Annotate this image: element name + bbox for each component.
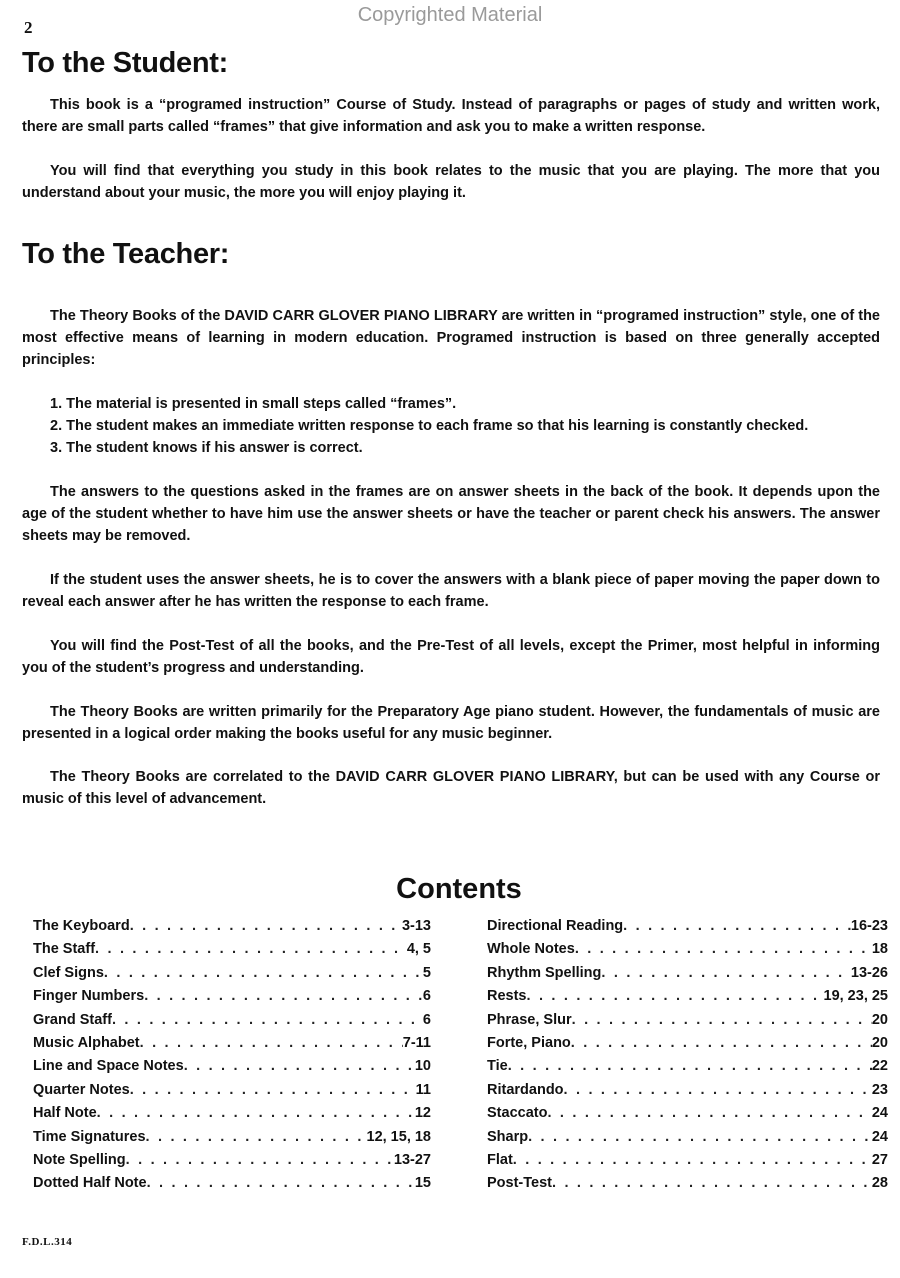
toc-topic: Line and Space Notes bbox=[33, 1058, 184, 1075]
contents-right-column bbox=[487, 918, 888, 1199]
toc-topic: Rests bbox=[487, 988, 527, 1005]
toc-pages: 6 bbox=[422, 1011, 431, 1028]
toc-entry bbox=[33, 1105, 431, 1128]
principles-list bbox=[50, 393, 880, 459]
student-paragraph-2: You will find that everything you study in this book relates to the music that you are playing. The more that you understand about your music, the more you will enjoy playing it. bbox=[22, 163, 880, 201]
toc-pages: 24 bbox=[871, 1128, 888, 1145]
toc-entry bbox=[487, 965, 888, 988]
teacher-paragraph-post-test: You will find the Post-Test of all the books, and the Pre-Test of all levels, except the Primer, most helpful in informing you of the student’s progress and understanding. bbox=[22, 638, 880, 676]
principle-item: 1. The material is presented in small steps called “frames”. bbox=[50, 396, 457, 412]
teacher-paragraph-audience: The Theory Books are written primarily for the Preparatory Age piano student. However, the fundamentals of music are presented in a logical order making the books useful for any music beginner. bbox=[22, 704, 880, 742]
toc-topic: Rhythm Spelling bbox=[487, 964, 602, 981]
toc-leader bbox=[601, 965, 851, 981]
teacher-heading: To the Teacher: bbox=[22, 238, 230, 270]
toc-leader bbox=[130, 1082, 416, 1098]
toc-entry bbox=[33, 988, 431, 1011]
toc-leader bbox=[528, 1129, 872, 1145]
toc-topic: The Staff bbox=[33, 941, 96, 958]
teacher-paragraph-answer-sheets: If the student uses the answer sheets, he is to cover the answers with a blank piece of paper moving the paper down to reveal each answer after he has written the response to each frame. bbox=[22, 572, 880, 610]
toc-leader bbox=[144, 988, 423, 1004]
toc-topic: Quarter Notes bbox=[33, 1081, 130, 1098]
toc-pages: 3-13 bbox=[401, 918, 431, 934]
toc-topic: Ritardando bbox=[487, 1081, 564, 1098]
contents-title: Contents bbox=[396, 873, 522, 905]
toc-leader bbox=[564, 1082, 872, 1098]
toc-leader bbox=[130, 918, 402, 934]
toc-entry bbox=[33, 1082, 431, 1105]
student-heading: To the Student: bbox=[22, 47, 228, 79]
toc-leader bbox=[112, 1012, 423, 1028]
toc-entry bbox=[487, 1105, 888, 1128]
toc-pages: 27 bbox=[871, 1151, 888, 1168]
toc-topic: Forte, Piano bbox=[487, 1034, 571, 1051]
toc-topic: Directional Reading bbox=[487, 918, 624, 934]
toc-pages: 20 bbox=[871, 1034, 888, 1051]
toc-leader bbox=[572, 1012, 872, 1028]
toc-entry bbox=[33, 1012, 431, 1035]
toc-topic: Sharp bbox=[487, 1128, 529, 1145]
toc-topic: Time Signatures bbox=[33, 1128, 146, 1145]
toc-entry bbox=[33, 1058, 431, 1081]
contents-left-column bbox=[33, 918, 431, 1199]
toc-pages: 7-11 bbox=[402, 1034, 431, 1051]
toc-pages: 4, 5 bbox=[406, 941, 431, 958]
toc-pages: 12 bbox=[414, 1105, 431, 1122]
toc-topic: Flat bbox=[487, 1151, 513, 1168]
toc-topic: Half Note bbox=[33, 1105, 97, 1122]
toc-topic: Tie bbox=[487, 1058, 508, 1075]
toc-topic: Phrase, Slur bbox=[487, 1011, 572, 1028]
toc-entry bbox=[33, 1152, 431, 1175]
catalog-code: F.D.L.314 bbox=[22, 1236, 73, 1248]
toc-pages: 10 bbox=[414, 1058, 431, 1075]
toc-leader bbox=[571, 1035, 872, 1051]
toc-pages: 24 bbox=[871, 1105, 888, 1122]
toc-entry bbox=[487, 1035, 888, 1058]
toc-leader bbox=[126, 1152, 394, 1168]
toc-topic: Dotted Half Note bbox=[33, 1175, 147, 1192]
toc-pages: 15 bbox=[414, 1175, 431, 1192]
toc-leader bbox=[97, 1105, 415, 1121]
toc-topic: The Keyboard bbox=[33, 918, 130, 934]
toc-pages: 5 bbox=[422, 964, 431, 981]
toc-topic: Music Alphabet bbox=[33, 1034, 140, 1051]
toc-pages: 12, 15, 18 bbox=[366, 1128, 431, 1145]
toc-pages: 13-26 bbox=[850, 964, 888, 981]
toc-pages: 11 bbox=[415, 1081, 431, 1098]
toc-leader bbox=[527, 988, 824, 1004]
toc-entry bbox=[487, 1129, 888, 1152]
toc-leader bbox=[552, 1175, 872, 1191]
toc-entry bbox=[487, 1152, 888, 1175]
toc-entry bbox=[487, 988, 888, 1011]
toc-pages: 19, 23, 25 bbox=[823, 988, 888, 1005]
principle-item: 3. The student knows if his answer is correct. bbox=[50, 440, 363, 456]
toc-entry bbox=[33, 1129, 431, 1152]
toc-topic: Post-Test bbox=[487, 1175, 552, 1192]
copyright-watermark: Copyrighted Material bbox=[357, 4, 543, 26]
toc-topic: Note Spelling bbox=[33, 1151, 126, 1168]
toc-leader bbox=[140, 1035, 403, 1051]
toc-leader bbox=[104, 965, 423, 981]
toc-topic: Grand Staff bbox=[33, 1011, 112, 1028]
toc-pages: 18 bbox=[871, 941, 888, 958]
toc-topic: Finger Numbers bbox=[33, 988, 145, 1005]
toc-leader bbox=[547, 1105, 871, 1121]
toc-entry bbox=[487, 918, 888, 941]
teacher-paragraph-answers: The answers to the questions asked in the frames are on answer sheets in the back of the book. It depends upon the age of the student whether to have him use the answer sheets or have the teacher or parent check his answers. The answer sheets may be removed. bbox=[22, 484, 880, 544]
toc-leader bbox=[575, 941, 872, 957]
toc-pages: 16-23 bbox=[850, 918, 888, 934]
toc-topic: Whole Notes bbox=[487, 941, 575, 958]
toc-entry bbox=[33, 941, 431, 964]
toc-entry bbox=[33, 918, 431, 941]
toc-entry bbox=[487, 1082, 888, 1105]
principle-item: 2. The student makes an immediate written response to each frame so that his learning is constantly checked. bbox=[50, 418, 809, 434]
toc-leader bbox=[513, 1152, 872, 1168]
toc-pages: 20 bbox=[871, 1011, 888, 1028]
toc-entry bbox=[487, 1058, 888, 1081]
teacher-intro: The Theory Books of the DAVID CARR GLOVER PIANO LIBRARY are written in “programed instruction” style, one of the most effective means of learning in modern education. Programed instruction is based on three generally accepted principles: bbox=[22, 308, 880, 368]
toc-entry bbox=[487, 1175, 888, 1198]
teacher-paragraph-correlation: The Theory Books are correlated to the DAVID CARR GLOVER PIANO LIBRARY, but can be used with any Course or music of this level of advancement. bbox=[22, 769, 880, 807]
toc-topic: Clef Signs bbox=[33, 964, 104, 981]
student-paragraph-1: This book is a “programed instruction” Course of Study. Instead of paragraphs or pages of study and written work, there are small parts called “frames” that give information and ask you to make a written response. bbox=[22, 97, 880, 135]
toc-pages: 23 bbox=[871, 1081, 888, 1098]
toc-entry bbox=[33, 965, 431, 988]
toc-pages: 22 bbox=[871, 1058, 888, 1075]
toc-entry bbox=[487, 1012, 888, 1035]
toc-pages: 13-27 bbox=[393, 1151, 431, 1168]
toc-leader bbox=[147, 1175, 415, 1191]
toc-pages: 28 bbox=[871, 1175, 888, 1192]
toc-entry bbox=[487, 941, 888, 964]
page-number: 2 bbox=[24, 18, 33, 37]
toc-leader bbox=[623, 918, 851, 934]
toc-leader bbox=[184, 1058, 415, 1074]
toc-topic: Staccato bbox=[487, 1105, 548, 1122]
toc-leader bbox=[146, 1129, 367, 1145]
toc-entry bbox=[33, 1175, 431, 1198]
toc-entry bbox=[33, 1035, 431, 1058]
toc-leader bbox=[508, 1058, 872, 1074]
toc-pages: 6 bbox=[422, 988, 431, 1005]
toc-leader bbox=[95, 941, 407, 957]
